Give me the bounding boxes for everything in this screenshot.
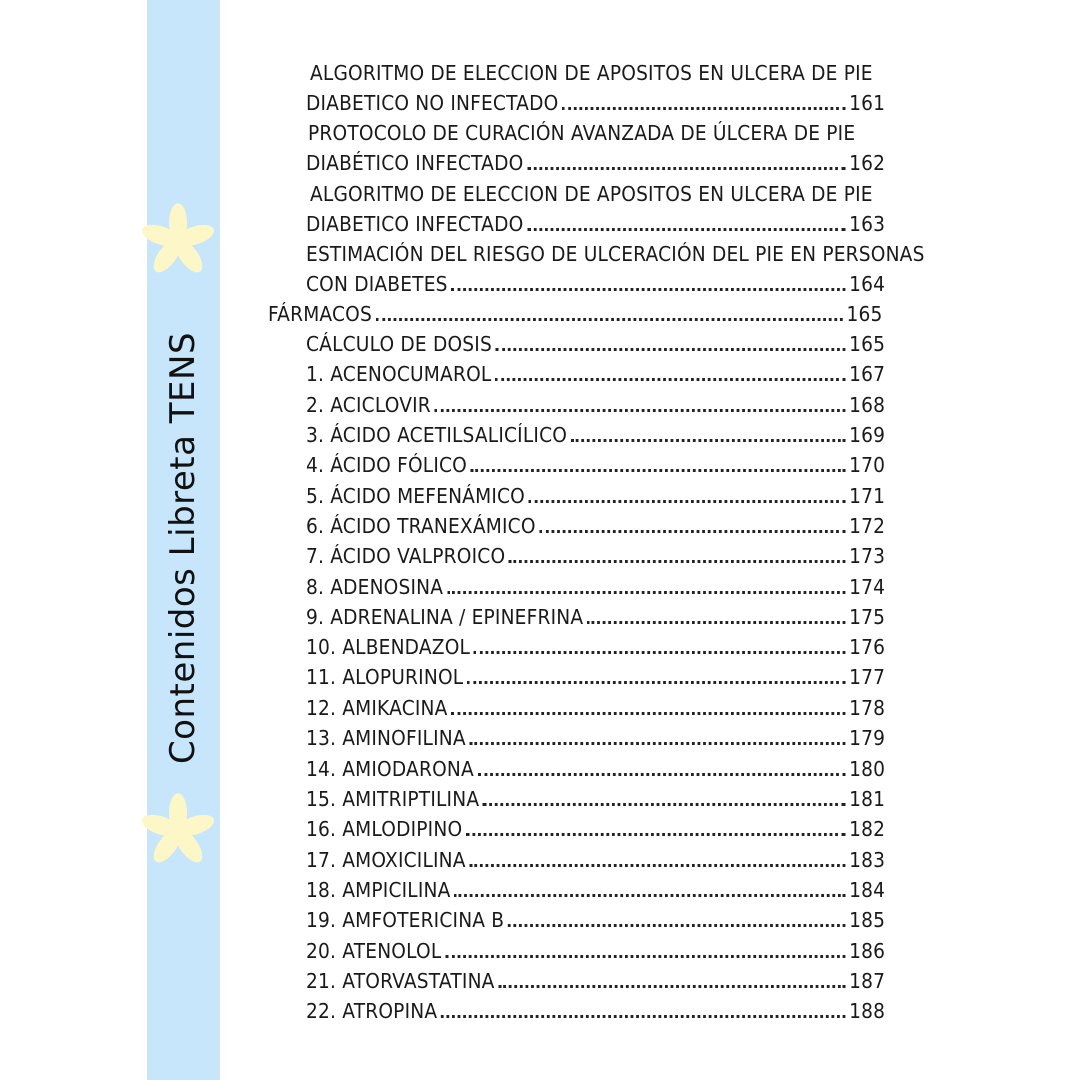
toc-entry-page: 172 [849,514,886,538]
toc-entry-page: 177 [849,665,886,689]
toc-entry[interactable] [306,599,886,629]
toc-entry-page: 161 [849,91,886,115]
toc-entry-label: 18. AMPICILINA [306,878,451,902]
toc-entry-page: 182 [849,817,886,841]
dot-leader [376,318,843,321]
toc-entry-label: 1. ACENOCUMAROL [306,362,492,386]
toc-entry[interactable] [306,145,886,175]
toc-entry-label: 15. AMITRIPTILINA [306,787,480,811]
toc-entry-label: 5. ÁCIDO MEFENÁMICO [306,484,526,508]
toc-entry-label: 7. ÁCIDO VALPROICO [306,544,506,568]
toc-entry[interactable] [306,85,886,115]
toc-entry-title-line: PROTOCOLO DE CURACIÓN AVANZADA DE ÚLCERA DE PIE [308,121,856,145]
toc-entry-page: 163 [849,212,886,236]
toc-entry-title-line: ESTIMACIÓN DEL RIESGO DE ULCERACIÓN DEL PIE EN PERSONAS [306,242,925,266]
toc-entry[interactable] [306,811,886,841]
toc-entry[interactable] [306,720,886,750]
toc-entry-label: 16. AMLODIPINO [306,817,463,841]
toc-entry-label: 10. ALBENDAZOL [306,635,471,659]
toc-entry-label: CÁLCULO DE DOSIS [306,332,492,356]
dot-leader [469,864,845,867]
dot-leader [509,560,845,563]
toc-entry-label: 13. AMINOFILINA [306,726,466,750]
toc-entry[interactable] [306,569,886,599]
dot-leader [469,742,845,745]
toc-entry[interactable] [306,447,886,477]
toc-entry[interactable] [306,478,886,508]
toc-entry-label: FÁRMACOS [268,302,373,326]
toc-entry-page: 187 [849,969,886,993]
dot-leader [539,530,845,533]
toc-entry[interactable] [306,326,886,356]
toc-entry-page: 165 [846,302,883,326]
dot-leader [498,985,845,988]
dot-leader [471,469,846,472]
toc-entry[interactable] [306,356,886,386]
dot-leader [527,167,845,170]
toc-entry[interactable] [306,417,886,447]
dot-leader [508,924,845,927]
toc-entry-label: 11. ALOPURINOL [306,665,464,689]
toc-entry-page: 181 [849,787,886,811]
toc-entry-page: 167 [849,362,886,386]
toc-entry-page: 184 [849,878,886,902]
toc-entry-page: 183 [849,848,886,872]
dot-leader [496,348,846,351]
toc-entry-page: 162 [849,151,886,175]
dot-leader [474,651,846,654]
toc-entry-page: 185 [849,908,886,932]
toc-entry-label: CON DIABETES [306,272,448,296]
dot-leader [451,712,845,715]
toc-entry[interactable] [306,902,886,932]
toc-entry[interactable] [306,206,886,236]
dot-leader [562,107,845,110]
toc-entry-label: DIABETICO NO INFECTADO [306,91,559,115]
dot-leader [454,894,845,897]
dot-leader [571,439,846,442]
dot-leader [527,228,845,231]
toc-entry-page: 174 [849,575,886,599]
toc-entry-label: 21. ATORVASTATINA [306,969,495,993]
toc-entry[interactable] [306,781,886,811]
dot-leader [466,833,845,836]
toc-entry-page: 179 [849,726,886,750]
toc-entry[interactable] [306,842,886,872]
toc-entry-title-line: ALGORITMO DE ELECCION DE APOSITOS EN ULCERA DE PIE [310,182,873,206]
toc-entry[interactable] [306,751,886,781]
toc-entry-page: 176 [849,635,886,659]
toc-entry-page: 178 [849,696,886,720]
toc-entry-label: 2. ACICLOVIR [306,393,431,417]
toc-entry-label: 3. ÁCIDO ACETILSALICÍLICO [306,423,568,447]
dot-leader [495,378,845,381]
dot-leader [529,500,846,503]
toc-entry-page: 175 [849,605,886,629]
toc-entry[interactable] [306,963,886,993]
dot-leader [467,681,845,684]
toc-entry-label: DIABETICO INFECTADO [306,212,524,236]
toc-entry-label: 19. AMFOTERICINA B [306,908,505,932]
toc-entry[interactable] [306,508,886,538]
sidebar-title: Contenidos Libreta TENS [163,331,203,765]
toc-entry-page: 173 [849,544,886,568]
toc-entry[interactable] [306,872,886,902]
toc-entry[interactable] [268,296,883,326]
toc-entry-page: 188 [849,999,886,1023]
toc-entry-label: 8. ADENOSINA [306,575,444,599]
toc-entry-page: 180 [849,757,886,781]
dot-leader [587,621,845,624]
toc-entry-label: 9. ADRENALINA / EPINEFRINA [306,605,584,629]
toc-entry[interactable] [306,266,886,296]
dot-leader [451,288,845,291]
toc-entry-label: 20. ATENOLOL [306,939,442,963]
toc-entry-label: 6. ÁCIDO TRANEXÁMICO [306,514,536,538]
toc-entry[interactable] [306,659,886,689]
toc-entry-label: 4. ÁCIDO FÓLICO [306,453,468,477]
toc-entry[interactable] [306,933,886,963]
toc-entry-page: 186 [849,939,886,963]
dot-leader [441,1015,845,1018]
dot-leader [435,409,846,412]
toc-entry[interactable] [306,690,886,720]
dot-leader [445,955,845,958]
toc-entry-page: 170 [849,453,886,477]
toc-entry-label: DIABÉTICO INFECTADO [306,151,524,175]
toc-entry[interactable] [306,629,886,659]
dot-leader [447,591,846,594]
toc-entry-label: 14. AMIODARONA [306,757,474,781]
dot-leader [483,803,845,806]
toc-entry-page: 169 [849,423,886,447]
toc-entry-label: 22. ATROPINA [306,999,438,1023]
toc-entry-page: 165 [849,332,886,356]
toc-entry-page: 168 [849,393,886,417]
toc-entry[interactable] [306,538,886,568]
toc-entry-page: 171 [849,484,886,508]
toc-entry[interactable] [306,387,886,417]
toc-entry-label: 17. AMOXICILINA [306,848,466,872]
toc-entry-title-line: ALGORITMO DE ELECCION DE APOSITOS EN ULCERA DE PIE [310,61,873,85]
toc-entry-label: 12. AMIKACINA [306,696,448,720]
toc-entry[interactable] [306,993,886,1023]
toc-entry-page: 164 [849,272,886,296]
dot-leader [478,773,846,776]
